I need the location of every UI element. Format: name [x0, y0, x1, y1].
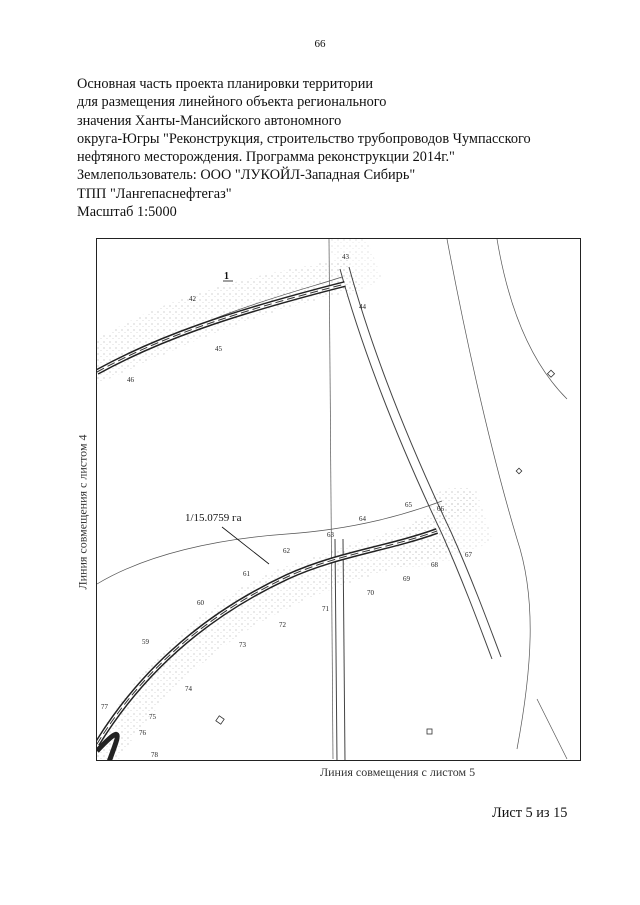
point-label-74: 74 [185, 685, 192, 693]
point-label-76: 76 [139, 729, 146, 737]
section-label: 1 [224, 271, 229, 282]
header-line: значения Ханты-Мансийского автономного [77, 112, 342, 129]
scale-line: Масштаб 1:5000 [77, 204, 177, 221]
header-line: Землепользователь: ООО "ЛУКОЙЛ-Западная Сибирь" [77, 167, 416, 184]
map-frame [96, 238, 581, 761]
point-label-44: 44 [359, 303, 366, 311]
point-label-63: 63 [327, 531, 334, 539]
terrain-stipple [97, 239, 492, 761]
point-label-69: 69 [403, 575, 410, 583]
area-leader-line [222, 527, 269, 564]
point-label-68: 68 [431, 561, 438, 569]
point-label-78: 78 [151, 751, 158, 759]
map-drawing [97, 239, 581, 761]
point-label-73: 73 [239, 641, 246, 649]
point-label-65: 65 [405, 501, 412, 509]
document-header [77, 75, 577, 221]
point-label-59: 59 [142, 638, 149, 646]
point-label-42: 42 [189, 295, 196, 303]
point-label-77: 77 [101, 703, 108, 711]
page-number: 66 [314, 38, 326, 50]
point-label-46: 46 [127, 376, 134, 384]
header-line: для размещения линейного объекта регионального [77, 94, 387, 111]
area-label: 1/15.0759 га [185, 512, 242, 524]
point-label-60: 60 [197, 599, 204, 607]
match-line-label-sheet-5: Линия совмещения с листом 5 [320, 765, 476, 779]
point-label-66: 66 [437, 505, 444, 513]
point-label-62: 62 [283, 547, 290, 555]
point-label-67: 67 [465, 551, 472, 559]
match-line-label-sheet-4: Линия совмещения с листом 4 [75, 434, 90, 590]
header-line: нефтяного месторождения. Программа реконструкции 2014г." [77, 149, 455, 166]
point-label-64: 64 [359, 515, 366, 523]
point-label-70: 70 [367, 589, 374, 597]
header-line: округа-Югры "Реконструкция, строительство трубопроводов Чумпасского [77, 130, 531, 147]
point-label-71: 71 [322, 605, 329, 613]
point-label-72: 72 [279, 621, 286, 629]
header-line: ТПП "Лангепаснефтегаз" [77, 185, 232, 202]
sheet-number: Лист 5 из 15 [492, 805, 568, 821]
point-label-61: 61 [243, 570, 250, 578]
point-label-43: 43 [342, 253, 349, 261]
point-label-75: 75 [149, 713, 156, 721]
header-line: Основная часть проекта планировки территории [77, 76, 374, 92]
point-label-45: 45 [215, 345, 222, 353]
